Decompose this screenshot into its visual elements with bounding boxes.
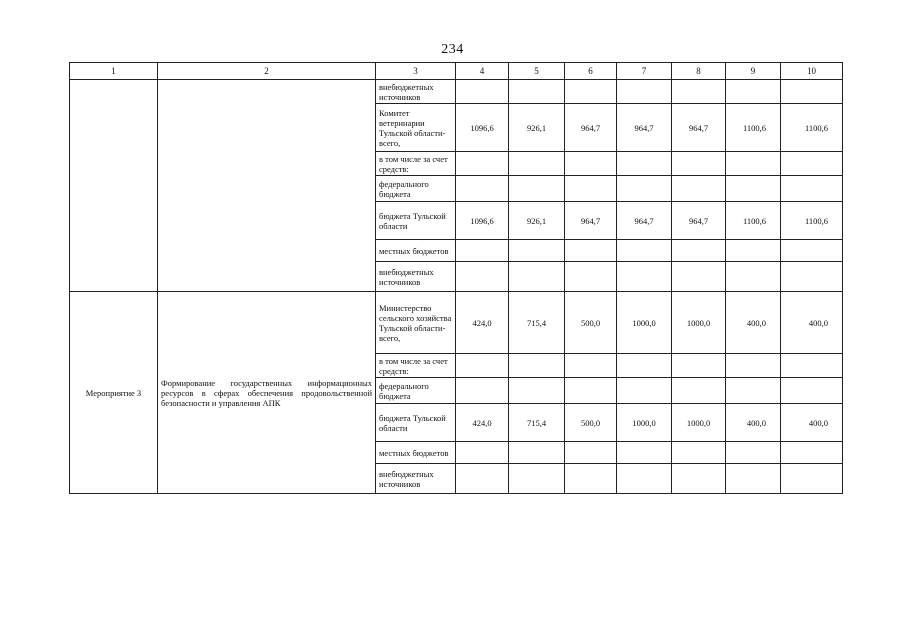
- column-header: 6: [565, 63, 617, 80]
- funding-source: федерального бюджета: [376, 176, 456, 202]
- table-row: [70, 292, 843, 354]
- value-cell: [672, 176, 726, 202]
- value-cell: [565, 240, 617, 262]
- value-cell: [672, 378, 726, 404]
- value-cell: [726, 176, 781, 202]
- value-cell: [509, 378, 565, 404]
- value-cell: [672, 262, 726, 292]
- value-cell: [672, 354, 726, 378]
- value-cell: [565, 176, 617, 202]
- page-number: 234: [441, 42, 464, 57]
- value-cell: [565, 378, 617, 404]
- value-cell: 1096,6: [456, 202, 509, 240]
- value-cell: 1000,0: [672, 404, 726, 442]
- value-cell: 1000,0: [617, 404, 672, 442]
- funding-source: в том числе за счет средств:: [376, 152, 456, 176]
- value-cell: [565, 80, 617, 104]
- value-cell: 500,0: [565, 404, 617, 442]
- value-cell: [456, 240, 509, 262]
- measure-name: Мероприятие 3: [70, 292, 158, 494]
- value-cell: [617, 80, 672, 104]
- value-cell: [617, 354, 672, 378]
- value-cell: 400,0: [781, 404, 843, 442]
- value-cell: 964,7: [565, 202, 617, 240]
- value-cell: [726, 262, 781, 292]
- value-cell: [726, 240, 781, 262]
- value-cell: [565, 354, 617, 378]
- value-cell: 1100,6: [726, 104, 781, 152]
- value-cell: 424,0: [456, 292, 509, 354]
- funding-source: местных бюджетов: [376, 240, 456, 262]
- value-cell: [781, 262, 843, 292]
- value-cell: [617, 464, 672, 494]
- value-cell: [617, 442, 672, 464]
- header-row: [70, 63, 843, 80]
- funding-source: внебюджетных источников: [376, 262, 456, 292]
- funding-source: бюджета Тульской области: [376, 202, 456, 240]
- value-cell: [456, 464, 509, 494]
- value-cell: 1096,6: [456, 104, 509, 152]
- value-cell: [456, 354, 509, 378]
- value-cell: [672, 80, 726, 104]
- column-header: 3: [376, 63, 456, 80]
- column-header: 8: [672, 63, 726, 80]
- value-cell: [726, 378, 781, 404]
- value-cell: 1100,6: [781, 202, 843, 240]
- value-cell: [726, 442, 781, 464]
- value-cell: 964,7: [565, 104, 617, 152]
- value-cell: [565, 152, 617, 176]
- column-header: 10: [781, 63, 843, 80]
- value-cell: [456, 176, 509, 202]
- value-cell: 1100,6: [726, 202, 781, 240]
- value-cell: [672, 464, 726, 494]
- value-cell: [726, 152, 781, 176]
- value-cell: [509, 442, 565, 464]
- description-cell: [158, 80, 376, 292]
- value-cell: [781, 378, 843, 404]
- value-cell: [509, 262, 565, 292]
- measure-description: Формирование государственных информационных ресурсов в сферах обеспечения продовольственной безопасности и управления АПК: [158, 292, 376, 494]
- value-cell: [781, 464, 843, 494]
- value-cell: 715,4: [509, 292, 565, 354]
- value-cell: [565, 262, 617, 292]
- column-header: 1: [70, 63, 158, 80]
- measure-cell: [70, 80, 158, 292]
- value-cell: [456, 80, 509, 104]
- funding-source: бюджета Тульской области: [376, 404, 456, 442]
- funding-source: в том числе за счет средств:: [376, 354, 456, 378]
- value-cell: 964,7: [617, 202, 672, 240]
- value-cell: [456, 378, 509, 404]
- funding-source: внебюджетных источников: [376, 80, 456, 104]
- value-cell: [781, 354, 843, 378]
- value-cell: 500,0: [565, 292, 617, 354]
- value-cell: [509, 152, 565, 176]
- column-header: 7: [617, 63, 672, 80]
- value-cell: [509, 176, 565, 202]
- value-cell: [565, 464, 617, 494]
- value-cell: 926,1: [509, 104, 565, 152]
- value-cell: [456, 152, 509, 176]
- value-cell: 1000,0: [672, 292, 726, 354]
- value-cell: [672, 152, 726, 176]
- funding-source: Комитет ветеринарии Тульской области- всего,: [376, 104, 456, 152]
- funding-source: внебюджетных источников: [376, 464, 456, 494]
- value-cell: [726, 354, 781, 378]
- value-cell: [726, 464, 781, 494]
- value-cell: 1000,0: [617, 292, 672, 354]
- value-cell: 400,0: [726, 404, 781, 442]
- value-cell: [456, 442, 509, 464]
- value-cell: [781, 80, 843, 104]
- value-cell: 964,7: [672, 104, 726, 152]
- budget-table: [69, 62, 843, 494]
- column-header: 5: [509, 63, 565, 80]
- value-cell: [617, 240, 672, 262]
- value-cell: 964,7: [617, 104, 672, 152]
- column-header: 4: [456, 63, 509, 80]
- funding-source: федерального бюджета: [376, 378, 456, 404]
- value-cell: 400,0: [726, 292, 781, 354]
- value-cell: 964,7: [672, 202, 726, 240]
- value-cell: [617, 262, 672, 292]
- value-cell: [672, 240, 726, 262]
- table-row: [70, 80, 843, 104]
- value-cell: [726, 80, 781, 104]
- value-cell: [565, 442, 617, 464]
- value-cell: 424,0: [456, 404, 509, 442]
- value-cell: [781, 442, 843, 464]
- value-cell: [781, 152, 843, 176]
- value-cell: [617, 176, 672, 202]
- value-cell: [781, 240, 843, 262]
- funding-source: Министерство сельского хозяйства Тульской области- всего,: [376, 292, 456, 354]
- value-cell: 400,0: [781, 292, 843, 354]
- value-cell: [509, 240, 565, 262]
- value-cell: [509, 354, 565, 378]
- value-cell: [617, 152, 672, 176]
- value-cell: 926,1: [509, 202, 565, 240]
- value-cell: [617, 378, 672, 404]
- value-cell: [509, 464, 565, 494]
- funding-source: местных бюджетов: [376, 442, 456, 464]
- value-cell: 715,4: [509, 404, 565, 442]
- value-cell: [509, 80, 565, 104]
- column-header: 2: [158, 63, 376, 80]
- value-cell: 1100,6: [781, 104, 843, 152]
- value-cell: [672, 442, 726, 464]
- value-cell: [781, 176, 843, 202]
- value-cell: [456, 262, 509, 292]
- column-header: 9: [726, 63, 781, 80]
